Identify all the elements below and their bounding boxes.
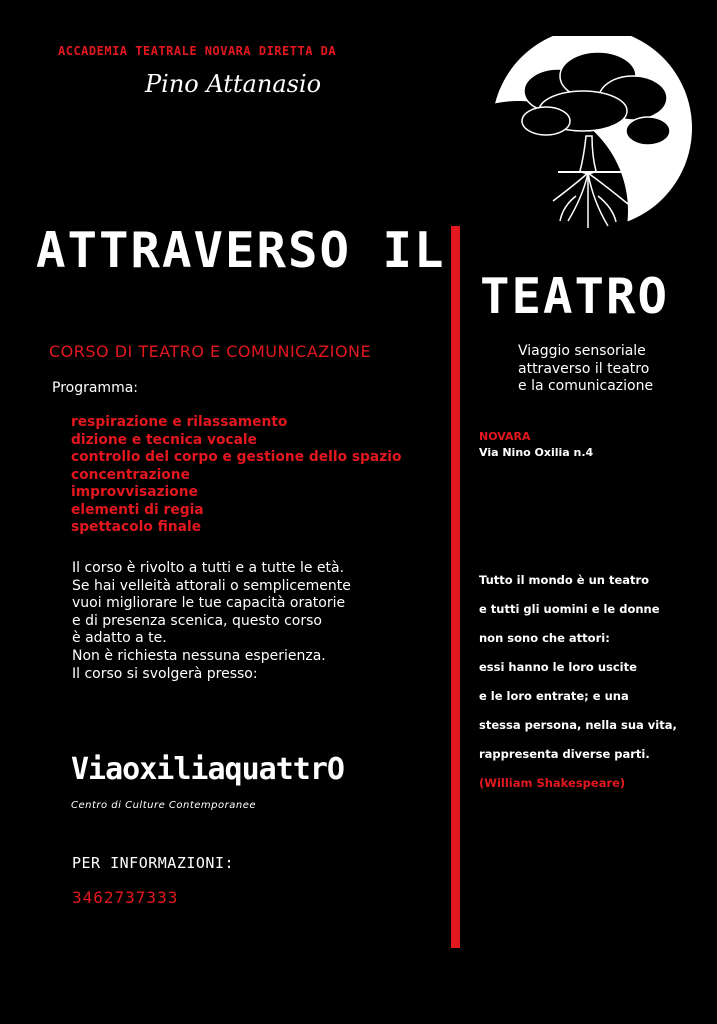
academy-heading: ACCADEMIA TEATRALE NOVARA DIRETTA DA <box>58 44 337 58</box>
title-line-1: ATTRAVERSO IL <box>36 222 446 279</box>
tagline-line: Viaggio sensoriale <box>518 343 646 359</box>
description-line: vuoi migliorare le tue capacità oratorie <box>72 595 346 612</box>
director-name: Pino Attanasio <box>145 70 322 98</box>
program-item: dizione e tecnica vocale <box>71 431 258 448</box>
program-item: concentrazione <box>71 466 190 483</box>
quote-author: (William Shakespeare) <box>479 776 626 790</box>
quote-line: non sono che attori: <box>479 631 610 645</box>
quote-line: Tutto il mondo è un teatro <box>479 573 650 587</box>
tagline-line: e la comunicazione <box>518 378 654 394</box>
description-line: e di presenza scenica, questo corso <box>72 612 322 629</box>
description-line: Il corso è rivolto a tutti e a tutte le età. <box>72 560 345 576</box>
phone-number: 3462737333 <box>72 888 179 907</box>
venue-logo-text: ViaoxiliaquattrO <box>71 752 344 787</box>
description-line: Non è richiesta nessuna esperienza. <box>72 647 326 664</box>
quote-line: e tutti gli uomini e le donne <box>479 602 660 616</box>
shakespeare-quote <box>479 566 677 798</box>
quote-line: e le loro entrate; e una <box>479 689 629 703</box>
tagline <box>518 343 653 396</box>
course-title: CORSO DI TEATRO E COMUNICAZIONE <box>49 342 372 361</box>
program-item: improvvisazione <box>71 484 198 500</box>
program-item: respirazione e rilassamento <box>71 414 288 430</box>
course-description <box>72 560 442 683</box>
quote-line: rappresenta diverse parti. <box>479 747 650 761</box>
program-item: elementi di regia <box>71 501 204 518</box>
program-item: spettacolo finale <box>71 519 202 535</box>
vertical-divider <box>451 226 460 948</box>
city-label: NOVARA <box>479 430 531 443</box>
info-label: PER INFORMAZIONI: <box>72 854 235 872</box>
description-line: Se hai velleità attorali o semplicemente <box>72 577 351 594</box>
title-line-2: TEATRO <box>480 268 670 325</box>
quote-line: stessa persona, nella sua vita, <box>479 718 677 732</box>
program-item: controllo del corpo e gestione dello spazio <box>71 449 402 465</box>
tagline-line: attraverso il teatro <box>518 360 650 377</box>
description-line: è adatto a te. <box>72 630 167 647</box>
description-line: Il corso si svolgerà presso: <box>72 665 258 682</box>
tree-moon-icon <box>488 36 696 232</box>
address: Via Nino Oxilia n.4 <box>479 446 594 459</box>
venue-subtitle: Centro di Culture Contemporanee <box>71 800 257 811</box>
program-label: Programma: <box>52 380 139 396</box>
program-list <box>71 414 402 537</box>
quote-line: essi hanno le loro uscite <box>479 660 637 674</box>
